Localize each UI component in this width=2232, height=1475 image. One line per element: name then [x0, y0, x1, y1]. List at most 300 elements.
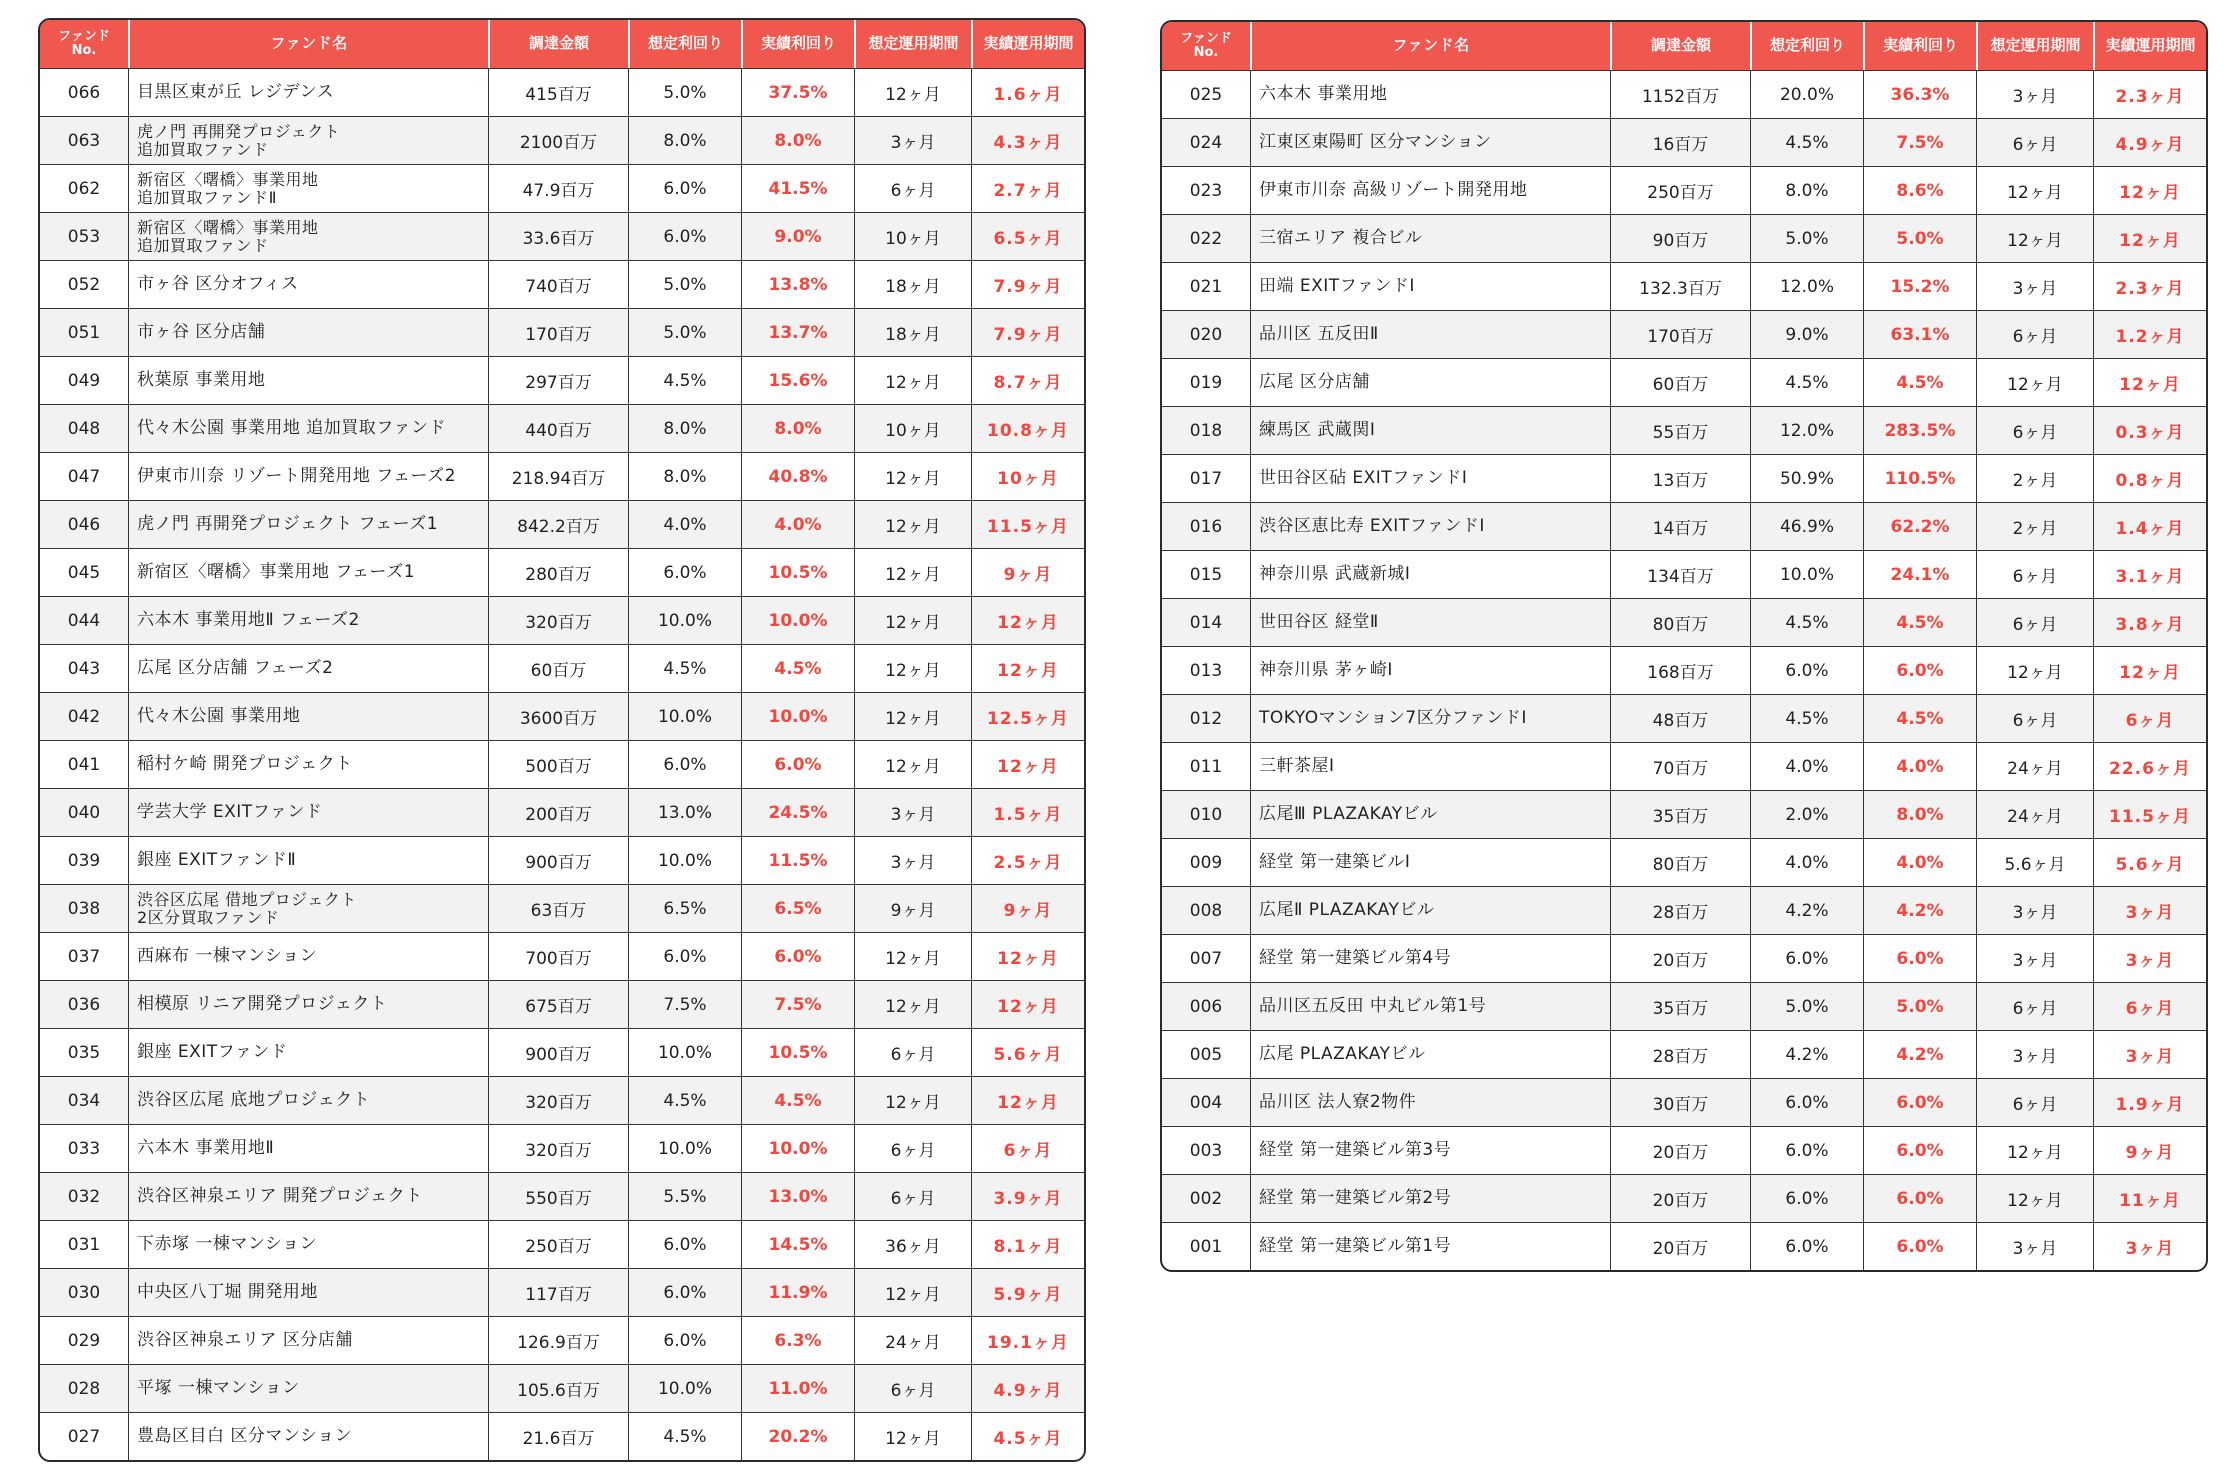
cell-amount: 297百万 [488, 357, 628, 404]
cell-fund-no: 004 [1189, 1092, 1223, 1113]
cell-amount: 60百万 [1610, 359, 1750, 406]
cell-expected-period: 6ヶ月 [1976, 119, 2093, 166]
cell-fund-no: 024 [1189, 132, 1223, 153]
table-row [1162, 406, 2206, 454]
cell-fund-name: 新宿区〈曙橋〉事業用地 追加買取ファンドⅡ [128, 165, 488, 212]
cell-expected-yield: 13.0% [628, 789, 741, 836]
cell-actual-period: 11.5ヶ月 [2093, 791, 2206, 838]
cell-fund-name: 秋葉原 事業用地 [128, 357, 488, 404]
cell-actual-period: 6ヶ月 [2093, 983, 2206, 1030]
table-row [1162, 934, 2206, 982]
cell-actual-period: 12ヶ月 [971, 981, 1084, 1028]
table-row [1162, 598, 2206, 646]
cell-fund-no: 030 [67, 1282, 101, 1303]
cell-actual-yield: 11.5% [741, 837, 854, 884]
cell-actual-period: 11.5ヶ月 [971, 501, 1084, 548]
table-row [40, 164, 1084, 212]
cell-fund-name: 広尾Ⅲ PLAZAKAYビル [1250, 791, 1610, 838]
table-body [40, 68, 1084, 1460]
cell-actual-period: 12ヶ月 [2093, 359, 2206, 406]
cell-expected-period: 3ヶ月 [1976, 887, 2093, 934]
cell-fund-name: 渋谷区神泉エリア 開発プロジェクト [128, 1173, 488, 1220]
cell-fund-no: 041 [67, 754, 101, 775]
cell-fund-no: 035 [67, 1042, 101, 1063]
cell-amount: 63百万 [488, 885, 628, 932]
cell-expected-yield: 4.2% [1750, 887, 1863, 934]
cell-amount: 200百万 [488, 789, 628, 836]
cell-amount: 132.3百万 [1610, 263, 1750, 310]
cell-actual-period: 12ヶ月 [971, 597, 1084, 644]
cell-fund-name: 三軒茶屋Ⅰ [1250, 743, 1610, 790]
cell-actual-period: 2.7ヶ月 [971, 165, 1084, 212]
table-row [1162, 742, 2206, 790]
cell-expected-period: 12ヶ月 [854, 693, 971, 740]
cell-expected-period: 24ヶ月 [1976, 743, 2093, 790]
cell-actual-period: 3ヶ月 [2093, 1223, 2206, 1270]
table-row [1162, 214, 2206, 262]
cell-expected-period: 3ヶ月 [854, 117, 971, 164]
cell-expected-yield: 6.0% [628, 1221, 741, 1268]
cell-fund-no: 013 [1189, 660, 1223, 681]
table-header [1162, 22, 2206, 70]
cell-fund-no: 006 [1189, 996, 1223, 1017]
cell-amount: 28百万 [1610, 887, 1750, 934]
cell-actual-yield: 8.0% [741, 405, 854, 452]
header-amount: 調達金額 [1610, 22, 1750, 70]
table-row [1162, 1078, 2206, 1126]
cell-expected-yield: 5.5% [628, 1173, 741, 1220]
cell-expected-yield: 6.0% [628, 1317, 741, 1364]
cell-actual-period: 4.9ヶ月 [2093, 119, 2206, 166]
cell-expected-yield: 4.5% [628, 1413, 741, 1460]
cell-fund-no: 029 [67, 1330, 101, 1351]
cell-expected-yield: 50.9% [1750, 455, 1863, 502]
cell-expected-yield: 4.5% [1750, 119, 1863, 166]
cell-expected-yield: 4.0% [1750, 743, 1863, 790]
table-row [40, 260, 1084, 308]
cell-actual-yield: 6.0% [1863, 1175, 1976, 1222]
cell-fund-no: 015 [1189, 564, 1223, 585]
cell-actual-yield: 13.8% [741, 261, 854, 308]
cell-actual-period: 6ヶ月 [2093, 695, 2206, 742]
cell-expected-period: 36ヶ月 [854, 1221, 971, 1268]
cell-actual-period: 12ヶ月 [971, 933, 1084, 980]
cell-fund-name: 伊東市川奈 リゾート開発用地 フェーズ2 [128, 453, 488, 500]
cell-fund-no: 002 [1189, 1188, 1223, 1209]
cell-fund-no: 009 [1189, 852, 1223, 873]
table-row [40, 692, 1084, 740]
cell-amount: 28百万 [1610, 1031, 1750, 1078]
cell-fund-name: 広尾 区分店舗 フェーズ2 [128, 645, 488, 692]
cell-actual-yield: 36.3% [1863, 71, 1976, 118]
cell-actual-yield: 14.5% [741, 1221, 854, 1268]
cell-actual-yield: 24.5% [741, 789, 854, 836]
cell-amount: 134百万 [1610, 551, 1750, 598]
cell-fund-name: 市ヶ谷 区分店舗 [128, 309, 488, 356]
cell-expected-period: 6ヶ月 [1976, 311, 2093, 358]
cell-expected-yield: 4.0% [628, 501, 741, 548]
cell-expected-period: 12ヶ月 [1976, 1175, 2093, 1222]
cell-expected-period: 3ヶ月 [854, 837, 971, 884]
cell-expected-yield: 4.2% [1750, 1031, 1863, 1078]
cell-actual-yield: 7.5% [741, 981, 854, 1028]
cell-fund-no: 043 [67, 658, 101, 679]
table-row [1162, 310, 2206, 358]
cell-actual-yield: 4.0% [741, 501, 854, 548]
cell-amount: 3600百万 [488, 693, 628, 740]
cell-expected-period: 12ヶ月 [1976, 1127, 2093, 1174]
cell-actual-period: 12ヶ月 [971, 741, 1084, 788]
cell-actual-period: 10.8ヶ月 [971, 405, 1084, 452]
cell-expected-period: 12ヶ月 [854, 453, 971, 500]
cell-expected-yield: 10.0% [628, 1125, 741, 1172]
cell-actual-period: 4.9ヶ月 [971, 1365, 1084, 1412]
cell-expected-yield: 10.0% [628, 1029, 741, 1076]
cell-amount: 415百万 [488, 69, 628, 116]
table-row [1162, 550, 2206, 598]
cell-expected-yield: 6.0% [1750, 935, 1863, 982]
table-row [40, 1124, 1084, 1172]
cell-expected-period: 12ヶ月 [854, 741, 971, 788]
cell-expected-period: 12ヶ月 [854, 981, 971, 1028]
cell-amount: 320百万 [488, 1077, 628, 1124]
cell-actual-period: 19.1ヶ月 [971, 1317, 1084, 1364]
table-row [40, 548, 1084, 596]
table-row [40, 1076, 1084, 1124]
cell-actual-yield: 4.5% [1863, 359, 1976, 406]
cell-actual-yield: 6.0% [1863, 935, 1976, 982]
cell-fund-name: 渋谷区神泉エリア 区分店舗 [128, 1317, 488, 1364]
cell-actual-period: 12ヶ月 [971, 645, 1084, 692]
cell-actual-yield: 10.0% [741, 693, 854, 740]
cell-expected-period: 6ヶ月 [1976, 599, 2093, 646]
cell-amount: 250百万 [488, 1221, 628, 1268]
table-row [1162, 1030, 2206, 1078]
cell-actual-period: 3.1ヶ月 [2093, 551, 2206, 598]
cell-actual-period: 12ヶ月 [2093, 647, 2206, 694]
table-row [1162, 694, 2206, 742]
cell-actual-yield: 4.5% [1863, 599, 1976, 646]
cell-expected-period: 10ヶ月 [854, 213, 971, 260]
cell-fund-no: 018 [1189, 420, 1223, 441]
cell-fund-no: 003 [1189, 1140, 1223, 1161]
cell-amount: 1152百万 [1610, 71, 1750, 118]
cell-actual-period: 1.2ヶ月 [2093, 311, 2206, 358]
cell-fund-no: 010 [1189, 804, 1223, 825]
cell-expected-period: 6ヶ月 [1976, 983, 2093, 1030]
cell-fund-no: 039 [67, 850, 101, 871]
cell-fund-name: 渋谷区恵比寿 EXITファンドⅠ [1250, 503, 1610, 550]
cell-fund-no: 022 [1189, 228, 1223, 249]
cell-actual-yield: 24.1% [1863, 551, 1976, 598]
cell-actual-period: 0.3ヶ月 [2093, 407, 2206, 454]
cell-expected-yield: 6.0% [628, 549, 741, 596]
cell-actual-period: 9ヶ月 [2093, 1127, 2206, 1174]
table-row [40, 788, 1084, 836]
cell-actual-yield: 15.6% [741, 357, 854, 404]
cell-fund-no: 007 [1189, 948, 1223, 969]
cell-expected-yield: 4.5% [1750, 695, 1863, 742]
cell-amount: 170百万 [1610, 311, 1750, 358]
cell-actual-period: 22.6ヶ月 [2093, 743, 2206, 790]
cell-expected-yield: 12.0% [1750, 263, 1863, 310]
cell-fund-name: 六本木 事業用地Ⅱ フェーズ2 [128, 597, 488, 644]
cell-fund-no: 020 [1189, 324, 1223, 345]
cell-fund-name: 伊東市川奈 高級リゾート開発用地 [1250, 167, 1610, 214]
header-amount: 調達金額 [488, 20, 628, 68]
cell-actual-yield: 8.0% [1863, 791, 1976, 838]
cell-fund-no: 014 [1189, 612, 1223, 633]
cell-fund-name: 虎ノ門 再開発プロジェクト 追加買取ファンド [128, 117, 488, 164]
cell-fund-name: 下赤塚 一棟マンション [128, 1221, 488, 1268]
cell-expected-yield: 5.0% [628, 309, 741, 356]
header-expected-yield: 想定利回り [628, 20, 741, 68]
cell-fund-no: 036 [67, 994, 101, 1015]
cell-amount: 170百万 [488, 309, 628, 356]
cell-expected-yield: 4.5% [628, 1077, 741, 1124]
table-row [40, 68, 1084, 116]
header-actual-yield: 実績利回り [1863, 22, 1976, 70]
cell-amount: 126.9百万 [488, 1317, 628, 1364]
cell-fund-name: TOKYOマンション7区分ファンドⅠ [1250, 695, 1610, 742]
cell-actual-period: 2.3ヶ月 [2093, 71, 2206, 118]
table-body [1162, 70, 2206, 1270]
cell-expected-period: 3ヶ月 [854, 789, 971, 836]
cell-amount: 48百万 [1610, 695, 1750, 742]
cell-amount: 500百万 [488, 741, 628, 788]
cell-actual-period: 9ヶ月 [971, 549, 1084, 596]
cell-expected-yield: 7.5% [628, 981, 741, 1028]
table-row [40, 1220, 1084, 1268]
cell-actual-period: 6.5ヶ月 [971, 213, 1084, 260]
table-row [1162, 790, 2206, 838]
cell-expected-yield: 4.5% [1750, 599, 1863, 646]
table-row [1162, 646, 2206, 694]
cell-expected-period: 9ヶ月 [854, 885, 971, 932]
header-actual-yield: 実績利回り [741, 20, 854, 68]
table-row [40, 404, 1084, 452]
table-row [1162, 1174, 2206, 1222]
header-actual-period: 実績運用期間 [971, 20, 1084, 68]
cell-amount: 30百万 [1610, 1079, 1750, 1126]
cell-actual-yield: 13.0% [741, 1173, 854, 1220]
cell-amount: 117百万 [488, 1269, 628, 1316]
table-row [40, 596, 1084, 644]
cell-fund-name: 世田谷区 経堂Ⅱ [1250, 599, 1610, 646]
cell-expected-yield: 10.0% [628, 597, 741, 644]
cell-expected-yield: 6.0% [1750, 1079, 1863, 1126]
cell-fund-name: 世田谷区砧 EXITファンドⅠ [1250, 455, 1610, 502]
cell-fund-name: 品川区 法人寮2物件 [1250, 1079, 1610, 1126]
cell-actual-period: 3.8ヶ月 [2093, 599, 2206, 646]
cell-actual-period: 0.8ヶ月 [2093, 455, 2206, 502]
cell-amount: 21.6百万 [488, 1413, 628, 1460]
cell-actual-yield: 4.2% [1863, 887, 1976, 934]
cell-expected-period: 6ヶ月 [854, 165, 971, 212]
cell-amount: 90百万 [1610, 215, 1750, 262]
cell-actual-yield: 6.0% [1863, 1079, 1976, 1126]
table-row [40, 1364, 1084, 1412]
cell-fund-no: 027 [67, 1426, 101, 1447]
cell-amount: 900百万 [488, 1029, 628, 1076]
cell-expected-period: 6ヶ月 [1976, 407, 2093, 454]
cell-actual-yield: 7.5% [1863, 119, 1976, 166]
header-expected-yield: 想定利回り [1750, 22, 1863, 70]
cell-fund-name: 経堂 第一建築ビル第2号 [1250, 1175, 1610, 1222]
cell-actual-period: 5.9ヶ月 [971, 1269, 1084, 1316]
table-row [1162, 886, 2206, 934]
cell-actual-period: 7.9ヶ月 [971, 261, 1084, 308]
cell-actual-yield: 110.5% [1863, 455, 1976, 502]
cell-fund-no: 021 [1189, 276, 1223, 297]
cell-fund-no: 049 [67, 370, 101, 391]
cell-expected-yield: 8.0% [628, 453, 741, 500]
cell-expected-period: 12ヶ月 [1976, 215, 2093, 262]
table-row [1162, 982, 2206, 1030]
cell-amount: 218.94百万 [488, 453, 628, 500]
cell-fund-no: 047 [67, 466, 101, 487]
cell-fund-name: 平塚 一棟マンション [128, 1365, 488, 1412]
cell-actual-period: 3ヶ月 [2093, 935, 2206, 982]
cell-expected-yield: 5.0% [628, 69, 741, 116]
cell-amount: 35百万 [1610, 791, 1750, 838]
cell-fund-no: 048 [67, 418, 101, 439]
table-header [40, 20, 1084, 68]
cell-actual-yield: 6.0% [1863, 1223, 1976, 1270]
cell-expected-yield: 5.0% [1750, 983, 1863, 1030]
table-row [40, 884, 1084, 932]
cell-amount: 47.9百万 [488, 165, 628, 212]
cell-fund-no: 012 [1189, 708, 1223, 729]
cell-amount: 675百万 [488, 981, 628, 1028]
cell-fund-no: 023 [1189, 180, 1223, 201]
cell-fund-name: 神奈川県 茅ヶ崎Ⅰ [1250, 647, 1610, 694]
table-row [40, 308, 1084, 356]
cell-amount: 33.6百万 [488, 213, 628, 260]
cell-expected-yield: 6.5% [628, 885, 741, 932]
cell-actual-yield: 20.2% [741, 1413, 854, 1460]
cell-actual-period: 12ヶ月 [2093, 215, 2206, 262]
cell-fund-name: 広尾 PLAZAKAYビル [1250, 1031, 1610, 1078]
cell-fund-name: 品川区 五反田Ⅱ [1250, 311, 1610, 358]
cell-fund-no: 040 [67, 802, 101, 823]
cell-amount: 700百万 [488, 933, 628, 980]
cell-actual-period: 1.6ヶ月 [971, 69, 1084, 116]
cell-amount: 14百万 [1610, 503, 1750, 550]
cell-fund-name: 経堂 第一建築ビル第4号 [1250, 935, 1610, 982]
cell-expected-period: 6ヶ月 [854, 1125, 971, 1172]
table-row [40, 452, 1084, 500]
cell-expected-period: 6ヶ月 [854, 1173, 971, 1220]
cell-actual-yield: 37.5% [741, 69, 854, 116]
cell-actual-period: 12ヶ月 [971, 1077, 1084, 1124]
cell-fund-no: 063 [67, 130, 101, 151]
cell-fund-name: 神奈川県 武蔵新城Ⅰ [1250, 551, 1610, 598]
cell-actual-yield: 4.0% [1863, 743, 1976, 790]
cell-expected-period: 6ヶ月 [854, 1365, 971, 1412]
cell-fund-no: 066 [67, 82, 101, 103]
cell-fund-name: 新宿区〈曙橋〉事業用地 追加買取ファンド [128, 213, 488, 260]
cell-actual-period: 8.7ヶ月 [971, 357, 1084, 404]
cell-fund-name: 虎ノ門 再開発プロジェクト フェーズ1 [128, 501, 488, 548]
cell-fund-no: 017 [1189, 468, 1223, 489]
cell-fund-no: 011 [1189, 756, 1223, 777]
header-expected-period: 想定運用期間 [1976, 22, 2093, 70]
cell-expected-period: 12ヶ月 [854, 357, 971, 404]
cell-amount: 842.2百万 [488, 501, 628, 548]
cell-amount: 900百万 [488, 837, 628, 884]
cell-fund-name: 広尾Ⅱ PLAZAKAYビル [1250, 887, 1610, 934]
cell-actual-period: 8.1ヶ月 [971, 1221, 1084, 1268]
cell-expected-yield: 6.0% [628, 933, 741, 980]
cell-actual-yield: 6.5% [741, 885, 854, 932]
cell-actual-period: 2.3ヶ月 [2093, 263, 2206, 310]
cell-fund-no: 034 [67, 1090, 101, 1111]
cell-actual-yield: 8.6% [1863, 167, 1976, 214]
cell-actual-period: 9ヶ月 [971, 885, 1084, 932]
cell-expected-yield: 9.0% [1750, 311, 1863, 358]
cell-actual-yield: 11.0% [741, 1365, 854, 1412]
cell-fund-name: 渋谷区広尾 底地プロジェクト [128, 1077, 488, 1124]
table-row [1162, 118, 2206, 166]
table-row [40, 1172, 1084, 1220]
table-row [40, 836, 1084, 884]
cell-expected-period: 12ヶ月 [854, 501, 971, 548]
cell-fund-name: 銀座 EXITファンドⅡ [128, 837, 488, 884]
cell-expected-yield: 2.0% [1750, 791, 1863, 838]
cell-actual-period: 1.4ヶ月 [2093, 503, 2206, 550]
table-row [40, 1412, 1084, 1460]
cell-expected-period: 12ヶ月 [854, 933, 971, 980]
header-expected-period: 想定運用期間 [854, 20, 971, 68]
cell-fund-no: 033 [67, 1138, 101, 1159]
cell-actual-period: 1.5ヶ月 [971, 789, 1084, 836]
cell-amount: 320百万 [488, 597, 628, 644]
table-row [1162, 70, 2206, 118]
cell-expected-yield: 10.0% [628, 1365, 741, 1412]
cell-actual-yield: 9.0% [741, 213, 854, 260]
cell-actual-yield: 62.2% [1863, 503, 1976, 550]
cell-actual-yield: 6.0% [741, 741, 854, 788]
table-row [40, 740, 1084, 788]
cell-fund-name: 銀座 EXITファンド [128, 1029, 488, 1076]
cell-actual-yield: 6.0% [1863, 1127, 1976, 1174]
cell-amount: 105.6百万 [488, 1365, 628, 1412]
cell-actual-yield: 283.5% [1863, 407, 1976, 454]
cell-actual-period: 11ヶ月 [2093, 1175, 2206, 1222]
cell-expected-period: 6ヶ月 [1976, 551, 2093, 598]
cell-actual-yield: 5.0% [1863, 215, 1976, 262]
cell-actual-yield: 41.5% [741, 165, 854, 212]
cell-fund-no: 044 [67, 610, 101, 631]
table-row [40, 356, 1084, 404]
table-row [1162, 166, 2206, 214]
cell-amount: 280百万 [488, 549, 628, 596]
cell-fund-name: 西麻布 一棟マンション [128, 933, 488, 980]
table-row [1162, 358, 2206, 406]
cell-expected-period: 12ヶ月 [854, 1413, 971, 1460]
cell-actual-yield: 10.5% [741, 1029, 854, 1076]
cell-amount: 70百万 [1610, 743, 1750, 790]
cell-actual-yield: 4.0% [1863, 839, 1976, 886]
fund-table-right [1160, 20, 2208, 1272]
cell-fund-no: 051 [67, 322, 101, 343]
cell-actual-yield: 4.5% [741, 1077, 854, 1124]
cell-fund-name: 経堂 第一建築ビルⅠ [1250, 839, 1610, 886]
cell-amount: 60百万 [488, 645, 628, 692]
cell-expected-yield: 10.0% [1750, 551, 1863, 598]
cell-expected-period: 12ヶ月 [1976, 647, 2093, 694]
